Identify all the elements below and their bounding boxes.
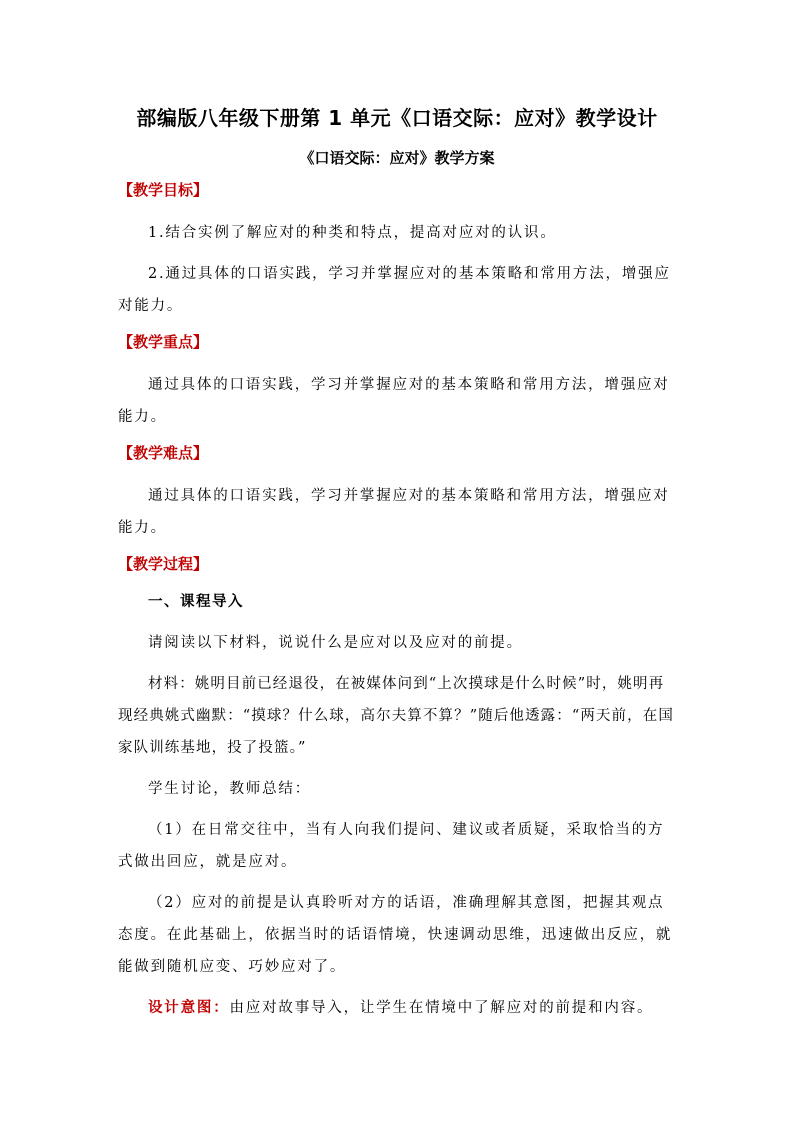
section-heading-focus: 【教学重点】 — [118, 333, 209, 351]
document-subtitle: 《口语交际：应对》教学方案 — [299, 149, 495, 167]
difficulty-text: 通过具体的口语实践，学习并掌握应对的基本策略和常用方法，增强应对能力。 — [118, 488, 670, 536]
section-heading-goals: 【教学目标】 — [118, 181, 209, 199]
document-title: 部编版八年级下册第 1 单元《口语交际：应对》教学设计 — [136, 106, 658, 130]
design-intent-text: 由应对故事导入，让学生在情境中了解应对的前提和内容。 — [229, 1000, 654, 1016]
design-intent-label: 设计意图： — [148, 999, 230, 1016]
goal-item-2: 2.通过具体的口语实践，学习并掌握应对的基本策略和常用方法，增强应对能力。 — [118, 266, 671, 314]
process-paragraph: 材料：姚明目前已经退役，在被媒体问到“上次摸球是什么时候”时，姚明再现经典姚式幽默：“摸球？什么球，高尔夫算不算？”随后他透露：“两天前，在国家队训练基地，投了投篮。” — [118, 676, 674, 756]
process-subheading: 一、课程导入 — [148, 593, 244, 610]
design-intent-paragraph — [118, 992, 678, 1024]
process-paragraph: （1）在日常交往中，当有人向我们提问、建议或者质疑，采取恰当的方式做出回应，就是应对。 — [118, 822, 665, 870]
process-paragraph: 学生讨论，教师总结： — [148, 781, 311, 797]
section-heading-process: 【教学过程】 — [118, 555, 209, 573]
section-heading-difficulty: 【教学难点】 — [118, 444, 209, 462]
goal-item-1: 1.结合实例了解应对的种类和特点，提高对应对的认识。 — [148, 225, 557, 241]
process-paragraph: 请阅读以下材料，说说什么是应对以及应对的前提。 — [148, 635, 523, 651]
document-body — [118, 179, 678, 1033]
process-paragraph: （2）应对的前提是认真聆听对方的话语，准确理解其意图，把握其观点态度。在此基础上，依据当时的话语情境，快速调动思维，迅速做出反应，就能做到随机应变、巧妙应对了。 — [118, 895, 673, 975]
focus-text: 通过具体的口语实践，学习并掌握应对的基本策略和常用方法，增强应对能力。 — [118, 377, 670, 425]
